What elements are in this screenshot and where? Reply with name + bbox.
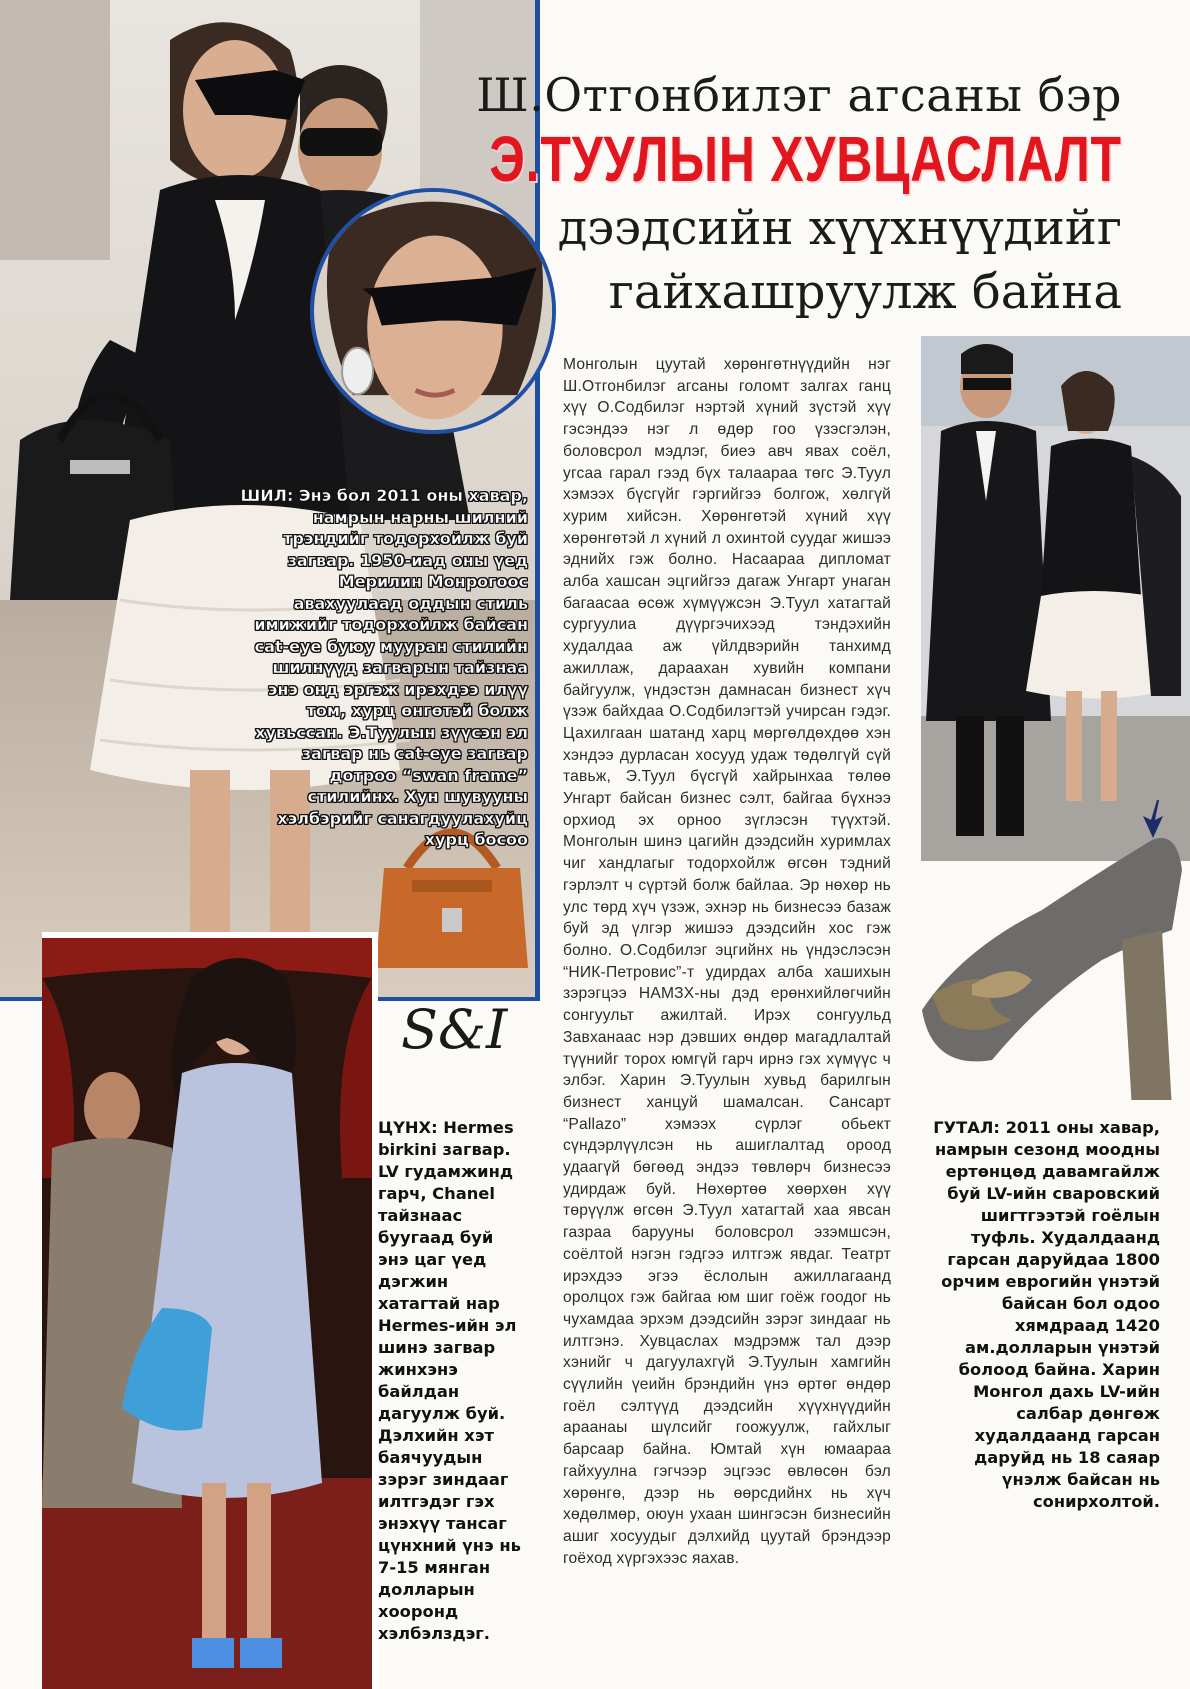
headline-line-4: гайхашруулж байна — [608, 264, 1122, 320]
caption-bag: ЦҮНХ: Hermes birkini загвар. LV гудамжинд гарч, Chanel тайзнаас буугаад буй энэ цаг үед дэгжин хатагтай нар Hermes-ийн эл шинэ загвар жинхэнэ байлдан дагуулж буй. Дэлхийн хэт баячуудын зэрэг зиндааг илтгэдэг гэх энэхүү тансаг цүнхний үнэ нь 7-15 мянган долларын хооронд хэлбэлздэг. — [378, 1118, 521, 1643]
headline-line-2: Э.ТУУЛЫН ХУВЦАСЛАЛТ — [489, 123, 1122, 195]
si-logo — [393, 988, 523, 1068]
caption-glasses: ШИЛ: Энэ бол 2011 оны хавар, намрын нарны шилний трэндийг тодорхойлж буй загвар. 1950-иад оны үед Мерилин Монрогоос авахуулаад оддын стиль имижийг тодорхойлж байсан cat-eye буюу мууран стилийн шилнүүд загварын тайзнаа энэ онд эргэж ирэхдээ илүү том, хурц өнгөтэй болж хувьссан. Э.Туулын зүүсэн эл загвар нь cat-eye загвар дотроо “swan frame” стилийнх. Хун шувууны хэлбэрийг санагдуулахуйц хурц босоо — [240, 486, 528, 849]
couple-photo — [921, 336, 1190, 861]
caption-shoe: ГУТАЛ: 2011 оны хавар, намрын сезонд моодны ертөнцөд давамгайлж буй LV-ийн сваровский шигтгээтэй гоёлын туфль. Худалдаанд гарсан даруйдаа 1800 орчим еврогийн үнэтэй байсан бол одоо хямдраад 1420 ам.долларын үнэтэй болоод байна. Харин Монгол дахь LV-ийн салбар дөнгөж худалдаанд гарсан даруйд нь 18 саяар үнэлж байсан нь сонирхолтой. — [933, 1118, 1160, 1511]
sunglasses-closeup-photo — [310, 188, 556, 434]
headline-line-3: дээдсийн хүүхнүүдийг — [557, 200, 1122, 256]
shoe-photo — [902, 800, 1190, 1100]
evening-event-photo — [42, 932, 378, 1689]
arrow-down-icon — [1143, 800, 1163, 838]
article-body: Монголын цуутай хөрөнгөтнүүдийн нэг Ш.Отгонбилэг агсаны голомт залгах ганц хүү О.Содбилэг нэртэй хүний зүстэй хүү гэсэндээ нэг л өдөр гоо үзэсгэлэн, боловсрол мэдлэг, биеэ авч явах соёл, угсаа гарал гээд бүх талаараа төгс Э.Туул хэмээх бүсгүйг гэргийгээ болгож, хөлгүй хурим хийсэн. Хөрөнгөтэй хүний хүү хөрөнгөтэй л хүний л охинтой суудаг жишээ эднийх гэж болно. Насаараа дипломат алба хашсан эцгийгээ дагаж Унгарт унаган багаасаа өсөж хүмүүжсэн Э.Туул хатагтай сургуулиа дүүргэчихээд тэндэхийн худалдаа аж үйлдвэрийн танхимд ажиллаж, дараахан хувийн компани байгуулж, үндэстэн дамнасан бизнест хүч үзэж байхдаа О.Содбилэгтэй учирсан гэдэг. Цахилгаан шатанд харц мөргөлдөхдөө хэн хэндээ дурласан хосууд удаж төдөлгүй сүй тавьж, Э.Туул бүсгүй хайрынхаа төлөө Унгарт байсан бизнес сэлт, байгаа бүхнээ орхиод эх орноо зүглэсэн түүхтэй. Монголын шинэ цагийн дээдсийн хуримлах чиг хандлагыг тодорхойлж өгсөн тэдний гэрлэлт ч сүртэй болж байлаа. Эр нөхөр нь улс төрд хүч үзэж, эхнэр нь бизнесээ базаж буй эд үлгэр жишээ дээдсийн хос гэж болно. О.Содбилэг эцгийнх нь үндэслэсэн “НИК-Петровис”-т удирдах алба хашихын зэрэгцээ НАМЗХ-ны дэд ерөнхийлөгчийн сонгуульт ажилтай. Ирэх сонгуульд Завханаас нэр дэвших өндөр магадлалтай түүнийг торох юмгүй гарч ирнэ гэх хүмүүс ч элбэг. Харин Э.Туулын хувьд барилгын бизнест ханцуй шамалсан. Сансарт “Pallazo” хэмээх сүрлэг обьект сүндэрлүүлсэн нь ашиглалтад ороод удаагүй бөгөөд эндээ төвлөрч бизнесээ удирдаж буй. Нөхөртөө хөөрхөн хүү төрүүлж өгсөн Э.Туул хатагтай хаа явсан газраа барууны боловсрол эзэмшсэн, соёлтой нэгэн гэдгээ илтгэж явдаг. Театрт ирэхдээ эгээ ёслолын ажиллагаанд оролцох гэж байгаа юм шиг гоёж гоодог нь чухамдаа эрхэм дээдсийн зэрэг зиндааг нь илтгэнэ. Хувцаслах мэдрэмж тал дээр хэнийг ч дагуулахгүй Э.Туулын хамгийн сүүлийн үеийн брэндийн үнэ өртөг өндөр гоёл сэлтүүд дээдсийн хүүхнүүдийн араанаы шүлсийг гоожуулж, гайхлыг барсаар байна. Юмтай хүн юмаараа гайхуулна гэгчээр эцгээс өвлөсөн бэл хөрөнгө, дээр нь өөрсдийнх нь хүч хөдөлмөр, оюун ухаан шингэсэн бизнесийн ашиг хосуудыг дэлхийд цуутай брэндээр гоёход хүргэхээс яахав. — [563, 356, 891, 1567]
headline-line-1: Ш.Отгонбилэг агсаны бэр — [476, 68, 1122, 122]
si-logo-text: S&I — [401, 998, 508, 1061]
